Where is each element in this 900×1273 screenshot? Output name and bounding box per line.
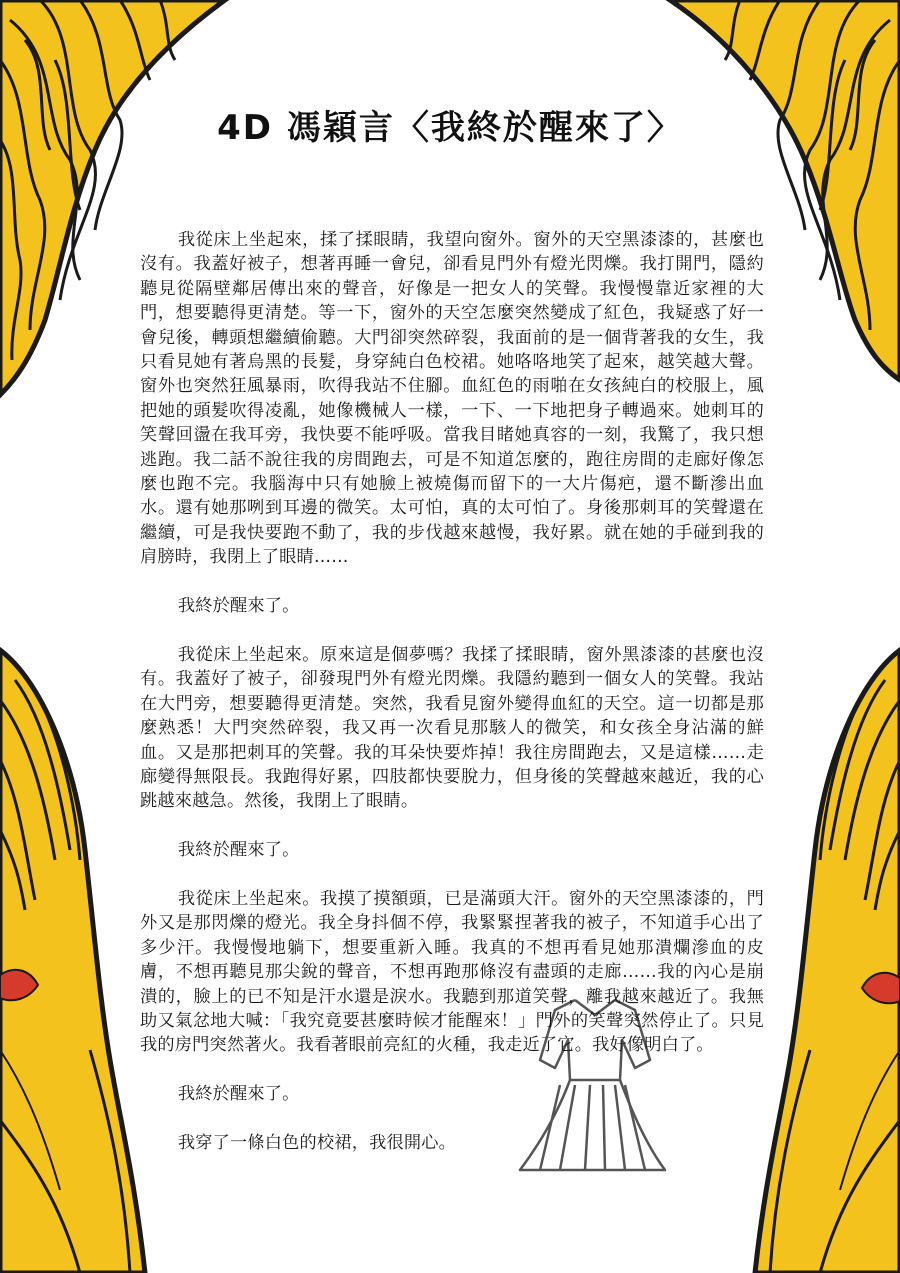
story-body [140,228,764,1180]
page-title: 4D 馮穎言〈我終於醒來了〉 [217,108,683,148]
paragraph: 我從床上坐起來。我摸了摸額頭，已是滿頭大汗。窗外的天空黑漆漆的，門外又是那閃爍的燈光。我全身抖個不停，我緊緊捏著我的被子，不知道手心出了多少汗。我慢慢地躺下，想要重新入睡。我真的不想再看見她那潰爛滲血的皮膚，不想再聽見那尖銳的聲音，不想再跑那條沒有盡頭的走廊……我的內心是崩潰的，臉上的已不知是汗水還是淚水。我聽到那道笑聲，離我越來越近了。我無助又氣忿地大喊：「我究竟要甚麼時候才能醒來！」門外的笑聲突然停止了。只見我的房門突然著火。我看著眼前亮紅的火種，我走近了它。我好像明白了。 [140,888,764,1056]
paragraph: 我終於醒來了。 [177,1084,300,1105]
paragraph: 我從床上坐起來，揉了揉眼睛，我望向窗外。窗外的天空黑漆漆的，甚麼也沒有。我蓋好被子，想著再睡一會兒，卻看見門外有燈光閃爍。我打開門，隱約聽見從隔壁鄰居傳出來的聲音，好像是一把女人的笑聲。我慢慢靠近家裡的大門，想要聽得更清楚。等一下，窗外的天空怎麼突然變成了紅色，我疑惑了好一會兒後，轉頭想繼續偷聽。大門卻突然碎裂，我面前的是一個背著我的女生，我只看見她有著烏黑的長髮，身穿純白色校裙。她咯咯地笑了起來，越笑越大聲。窗外也突然狂風暴雨，吹得我站不住腳。血紅色的雨啪在女孩純白的校服上，風把她的頭髮吹得凌亂，她像機械人一樣，一下、一下地把身子轉過來。她刺耳的笑聲回盪在我耳旁，我快要不能呼吸。當我目睹她真容的一刻，我驚了，我只想逃跑。我二話不說往我的房間跑去，可是不知道怎麼的，跑往房間的走廊好像怎麼也跑不完。我腦海中只有她臉上被燒傷而留下的一大片傷疤，還不斷滲出血水。還有她那咧到耳邊的微笑。太可怕，真的太可怕了。身後那刺耳的笑聲還在繼續，可是我快要跑不動了，我的步伐越來越慢，我好累。就在她的手碰到我的肩膀時，我閉上了眼睛…… [140,230,764,568]
paragraph: 我終於醒來了。 [177,840,300,861]
paragraph: 我從床上坐起來。原來這是個夢嗎？我揉了揉眼睛，窗外黑漆漆的甚麼也沒有。我蓋好了被子，卻發現門外有燈光閃爍。我隱約聽到一個女人的笑聲。我站在大門旁，想要聽得更清楚。突然，我看見窗外變得血紅的天空。這一切都是那麼熟悉！大門突然碎裂，我又再一次看見那駭人的微笑，和女孩全身沾滿的鮮血。又是那把刺耳的笑聲。我的耳朵快要炸掉！我往房間跑去，又是這樣……走廊變得無限長。我跑得好累，四肢都快要脫力，但身後的笑聲越來越近，我的心跳越來越急。然後，我閉上了眼睛。 [140,644,764,812]
paragraph: 我穿了一條白色的校裙，我很開心。 [177,1132,457,1153]
paragraph: 我終於醒來了。 [177,596,300,617]
